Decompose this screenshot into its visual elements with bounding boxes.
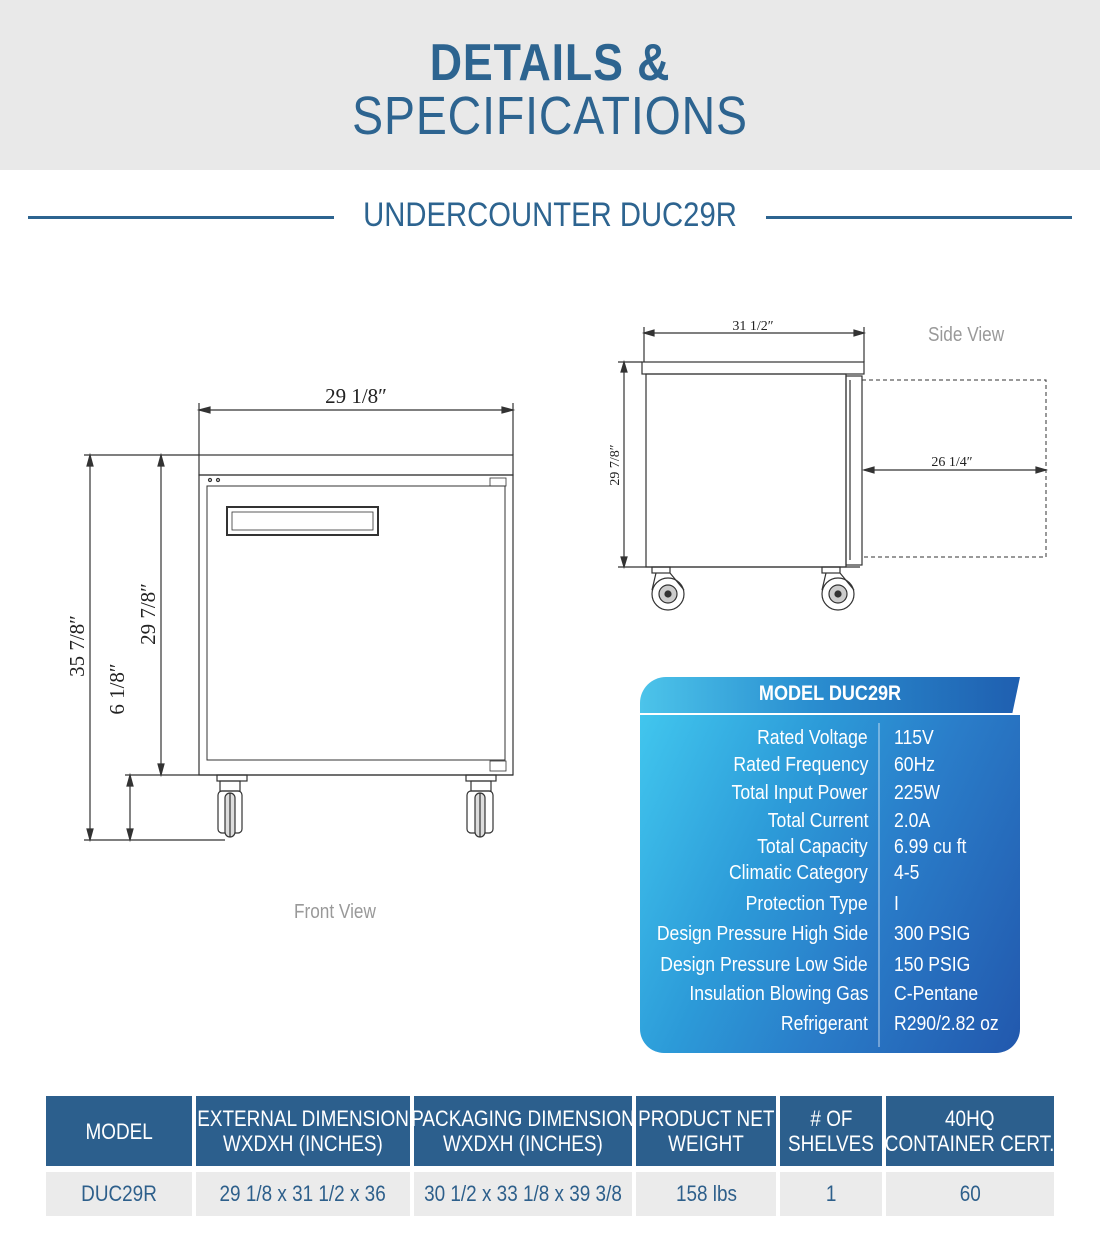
spec-value: I <box>894 893 899 915</box>
table-cell-packaging-dimension: 30 1/2 x 33 1/8 x 39 3/8 <box>414 1172 632 1216</box>
front-view-label: Front View <box>294 901 376 923</box>
table-header-packaging-dimension: PACKAGING DIMENSION WXDXH (INCHES) <box>414 1096 632 1166</box>
spec-row <box>640 810 1020 836</box>
spec-row <box>640 954 1020 980</box>
page-title-line2: SPECIFICATIONS <box>352 86 748 146</box>
spec-label: Climatic Category <box>729 862 868 884</box>
spec-row <box>640 923 1020 949</box>
spec-row <box>640 782 1020 808</box>
spec-value: 6.99 cu ft <box>894 836 967 858</box>
front-width-dimension: 29 1/8″ <box>325 384 387 408</box>
spec-label: Design Pressure High Side <box>656 923 868 945</box>
front-total-height-dimension: 35 7/8″ <box>65 615 89 677</box>
table-cell-model: DUC29R <box>46 1172 192 1216</box>
table-cell-external-dimension: 29 1/8 x 31 1/2 x 36 <box>196 1172 410 1216</box>
spec-label: Total Capacity <box>757 836 868 858</box>
front-caster-left <box>218 781 242 837</box>
spec-row <box>640 727 1020 753</box>
front-caster-right <box>467 781 493 837</box>
table-cell-net-weight: 158 lbs <box>636 1172 776 1216</box>
side-view-drawing <box>618 327 1046 610</box>
spec-value: R290/2.82 oz <box>894 1013 999 1035</box>
table-header-container-cert: 40HQ CONTAINER CERT. <box>886 1096 1054 1166</box>
spec-label: Design Pressure Low Side <box>660 954 868 976</box>
model-subtitle: UNDERCOUNTER DUC29R <box>363 196 737 234</box>
spec-value: 60Hz <box>894 754 936 776</box>
spec-row <box>640 836 1020 862</box>
spec-label: Rated Frequency <box>732 754 868 776</box>
side-height-dimension: 29 7/8″ <box>608 444 623 486</box>
spec-value: C-Pentane <box>894 983 979 1005</box>
spec-label: Total Current <box>767 810 868 832</box>
table-header-model: MODEL <box>46 1096 192 1166</box>
spec-label: Total Input Power <box>732 782 868 804</box>
spec-row <box>640 893 1020 919</box>
spec-label: Insulation Blowing Gas <box>688 983 868 1005</box>
spec-label: Protection Type <box>746 893 868 915</box>
spec-value: 225W <box>894 782 940 804</box>
front-caster-height-dimension: 6 1/8″ <box>105 663 129 715</box>
page-title-line1: DETAILS & <box>429 34 671 92</box>
spec-row <box>640 754 1020 780</box>
spec-value: 2.0A <box>894 810 931 832</box>
spec-panel-title: MODEL DUC29R <box>758 682 902 705</box>
side-depth-dimension: 31 1/2″ <box>732 319 774 334</box>
spec-value: 4-5 <box>894 862 920 884</box>
spec-panel <box>640 677 1020 1053</box>
spec-row <box>640 1013 1020 1039</box>
spec-label: Rated Voltage <box>757 727 868 749</box>
table-header-external-dimension: EXTERNAL DIMENSION WXDXH (INCHES) <box>196 1096 410 1166</box>
spec-value: 300 PSIG <box>894 923 971 945</box>
side-view-label: Side View <box>928 324 1005 346</box>
front-body-height-dimension: 29 7/8″ <box>136 583 160 645</box>
table-header-shelves: # OF SHELVES <box>780 1096 882 1166</box>
table-cell-shelves: 1 <box>780 1172 882 1216</box>
table-cell-container-cert: 60 <box>886 1172 1054 1216</box>
spec-row <box>640 862 1020 888</box>
door-swing-dimension: 26 1/4″ <box>931 455 973 470</box>
spec-label: Refrigerant <box>780 1013 868 1035</box>
table-header-net-weight: PRODUCT NET WEIGHT <box>636 1096 776 1166</box>
spec-value: 115V <box>894 727 934 749</box>
spec-value: 150 PSIG <box>894 954 971 976</box>
spec-row <box>640 983 1020 1009</box>
